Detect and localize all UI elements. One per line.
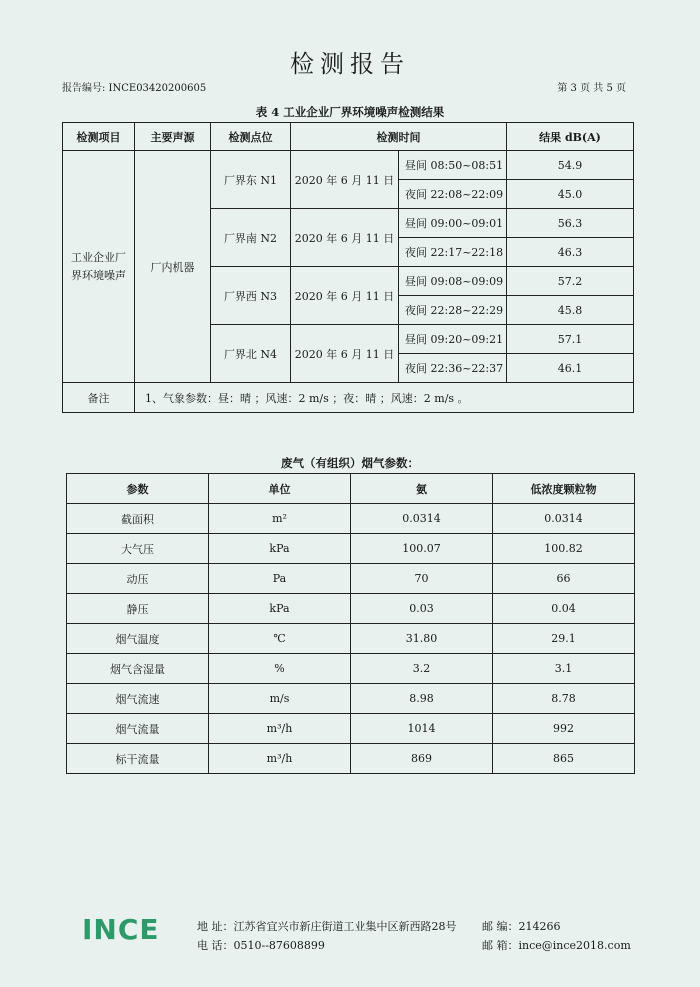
footer-email: 邮 箱：ince@ince2018.com [482, 939, 631, 952]
unit-cell: m² [209, 504, 351, 534]
noise-results-table [62, 122, 634, 413]
value-cell: 45.8 [507, 296, 634, 325]
point-cell: 厂界西 N3 [211, 267, 291, 325]
unit-cell: % [209, 654, 351, 684]
header-cell: 单位 [209, 474, 351, 504]
table-row [67, 654, 635, 684]
time-cell: 夜间 22:17~22:18 [399, 238, 507, 267]
footer-phone: 电 话：0510--87608899 [197, 939, 325, 952]
table-row [67, 714, 635, 744]
value-cell: 100.07 [351, 534, 493, 564]
time-cell: 夜间 22:36~22:37 [399, 354, 507, 383]
point-cell: 厂界北 N4 [211, 325, 291, 383]
value-cell: 8.78 [493, 684, 635, 714]
unit-cell: m/s [209, 684, 351, 714]
header-cell: 氨 [351, 474, 493, 504]
value-cell: 29.1 [493, 624, 635, 654]
header-cell: 检测点位 [211, 123, 291, 151]
param-cell: 标干流量 [67, 744, 209, 774]
table-row [67, 534, 635, 564]
value-cell: 0.0314 [351, 504, 493, 534]
header-cell: 低浓度颗粒物 [493, 474, 635, 504]
value-cell: 45.0 [507, 180, 634, 209]
value-cell: 0.03 [351, 594, 493, 624]
company-logo: INCE [82, 913, 160, 946]
value-cell: 57.1 [507, 325, 634, 354]
value-cell: 70 [351, 564, 493, 594]
param-cell: 烟气含湿量 [67, 654, 209, 684]
value-cell: 31.80 [351, 624, 493, 654]
param-cell: 大气压 [67, 534, 209, 564]
header-cell: 主要声源 [135, 123, 211, 151]
table-row [67, 504, 635, 534]
time-cell: 昼间 09:20~09:21 [399, 325, 507, 354]
time-cell: 夜间 22:28~22:29 [399, 296, 507, 325]
value-cell: 66 [493, 564, 635, 594]
header-cell: 参数 [67, 474, 209, 504]
unit-cell: m³/h [209, 744, 351, 774]
value-cell: 0.0314 [493, 504, 635, 534]
table-header-row [67, 474, 635, 504]
page-title: 检测报告 [290, 50, 410, 78]
test-item-cell: 工业企业厂界环境噪声 [63, 151, 135, 383]
value-cell: 1014 [351, 714, 493, 744]
value-cell: 8.98 [351, 684, 493, 714]
unit-cell: kPa [209, 534, 351, 564]
time-cell: 昼间 08:50~08:51 [399, 151, 507, 180]
unit-cell: m³/h [209, 714, 351, 744]
table-header-row [63, 123, 634, 151]
value-cell: 3.1 [493, 654, 635, 684]
date-cell: 2020 年 6 月 11 日 [291, 209, 399, 267]
param-cell: 烟气温度 [67, 624, 209, 654]
value-cell: 869 [351, 744, 493, 774]
header-cell: 检测时间 [291, 123, 507, 151]
footer-postcode: 邮 编：214266 [482, 920, 561, 933]
value-cell: 100.82 [493, 534, 635, 564]
header-cell: 检测项目 [63, 123, 135, 151]
unit-cell: Pa [209, 564, 351, 594]
unit-cell: ℃ [209, 624, 351, 654]
table-row [67, 564, 635, 594]
table-row [63, 151, 634, 180]
value-cell: 46.3 [507, 238, 634, 267]
table-row [67, 744, 635, 774]
value-cell: 54.9 [507, 151, 634, 180]
noise-source-cell: 厂内机器 [135, 151, 211, 383]
time-cell: 昼间 09:00~09:01 [399, 209, 507, 238]
date-cell: 2020 年 6 月 11 日 [291, 325, 399, 383]
value-cell: 865 [493, 744, 635, 774]
noise-table-caption: 表 4 工业企业厂界环境噪声检测结果 [255, 105, 445, 119]
footer-address: 地 址：江苏省宜兴市新庄街道工业集中区新西路28号 [197, 920, 457, 933]
point-cell: 厂界南 N2 [211, 209, 291, 267]
value-cell: 992 [493, 714, 635, 744]
page-number: 第 3 页 共 5 页 [557, 83, 626, 94]
note-text: 1、气象参数：昼：晴 ；风速：2 m/s ；夜：晴 ；风速：2 m/s 。 [135, 383, 634, 413]
note-label: 备注 [63, 383, 135, 413]
param-cell: 动压 [67, 564, 209, 594]
value-cell: 0.04 [493, 594, 635, 624]
note-row [63, 383, 634, 413]
table-row [67, 594, 635, 624]
value-cell: 46.1 [507, 354, 634, 383]
date-cell: 2020 年 6 月 11 日 [291, 151, 399, 209]
param-cell: 静压 [67, 594, 209, 624]
param-cell: 截面积 [67, 504, 209, 534]
unit-cell: kPa [209, 594, 351, 624]
param-cell: 烟气流速 [67, 684, 209, 714]
value-cell: 57.2 [507, 267, 634, 296]
table-row [67, 624, 635, 654]
flue-gas-table [66, 473, 635, 774]
flue-table-caption: 废气（有组织）烟气参数： [281, 456, 419, 470]
time-cell: 昼间 09:08~09:09 [399, 267, 507, 296]
report-number: 报告编号: INCE03420200605 [62, 83, 207, 94]
table-row [67, 684, 635, 714]
header-cell: 结果 dB(A) [507, 123, 634, 151]
point-cell: 厂界东 N1 [211, 151, 291, 209]
param-cell: 烟气流量 [67, 714, 209, 744]
value-cell: 56.3 [507, 209, 634, 238]
time-cell: 夜间 22:08~22:09 [399, 180, 507, 209]
value-cell: 3.2 [351, 654, 493, 684]
date-cell: 2020 年 6 月 11 日 [291, 267, 399, 325]
